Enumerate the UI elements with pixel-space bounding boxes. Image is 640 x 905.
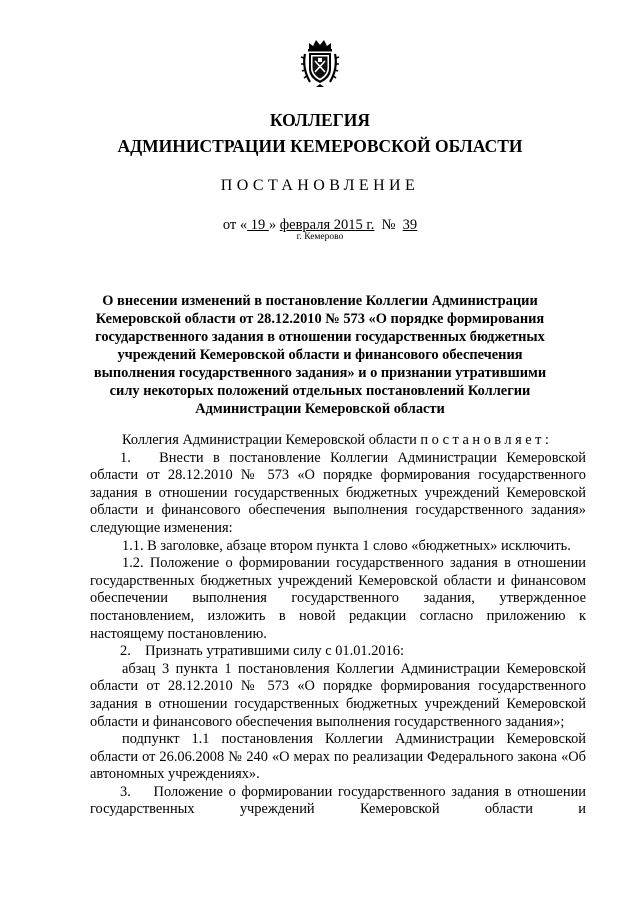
- paragraph-1-2: 1.2. Положение о формировании государственного задания в отношении государственных бюджетных учреждений Кемеровской области и финансовом обеспечении выполнения государственного задания, утвержденное постановлением, изложить в новой редакции согласно приложению к настоящему постановлению.: [90, 555, 586, 642]
- paragraph-2: 2. Признать утратившими силу с 01.01.2016:: [120, 643, 404, 660]
- paragraph-2-b: подпункт 1.1 постановления Коллегии Администрации Кемеровской области от 26.06.2008 № 240 «О мерах по реализации Федерального закона «Об автономных учреждениях».: [90, 731, 586, 783]
- intro-text: Коллегия Администрации Кемеровской области: [122, 432, 421, 448]
- paragraph-3: 3. Положение о формировании государственного задания в отношении государственных учреждений Кемеровской области и: [90, 783, 586, 818]
- organization-title: КОЛЛЕГИЯ: [269, 110, 371, 130]
- document-subject: О внесении изменений в постановление Коллегии Администрации Кемеровской области от 28.12.2010 № 573 «О порядке формирования государственного задания в отношении государственных бюджетных учреждений Кемеровской области и финансового обеспечения выполнения государственного задания» и о признании утратившими силу некоторых положений отдельных постановлений Коллегии Администрации Кемеровской области: [93, 293, 547, 417]
- document-body: [90, 432, 586, 819]
- intro-keyword: постановляет:: [420, 432, 553, 448]
- paragraph-1: 1. Внести в постановление Коллегии Администрации Кемеровской области от 28.12.2010 № 573 «О порядке формирования государственного задания в отношении государственных бюджетных учреждений Кемеровской области и финансового обеспечения выполнения государственного задания» следующие изменения:: [90, 449, 586, 536]
- organization-subtitle: АДМИНИСТРАЦИИ КЕМЕРОВСКОЙ ОБЛАСТИ: [117, 136, 523, 156]
- date-month-year: февраля 2015 г.: [279, 217, 375, 233]
- date-day: 19: [247, 217, 269, 233]
- intro-paragraph: [90, 432, 586, 450]
- date-middle: »: [268, 217, 280, 233]
- city: г. Кемерово: [296, 232, 344, 242]
- date-prefix: от «: [222, 217, 248, 233]
- coat-of-arms-icon: [300, 38, 340, 88]
- paragraph-2-a: абзац 3 пункта 1 постановления Коллегии Администрации Кемеровской области от 28.12.2010 № 573 «О порядке формирования государственного задания в отношении государственных бюджетных учреждений Кемеровской области и финансового обеспечения выполнения государственного задания»;: [90, 660, 586, 730]
- document-type: ПОСТАНОВЛЕНИЕ: [220, 177, 420, 194]
- paragraph-1-1: 1.1. В заголовке, абзаце втором пункта 1 слово «бюджетных» исключить.: [122, 537, 571, 554]
- document-number: 39: [402, 217, 418, 233]
- number-sign: №: [374, 217, 403, 233]
